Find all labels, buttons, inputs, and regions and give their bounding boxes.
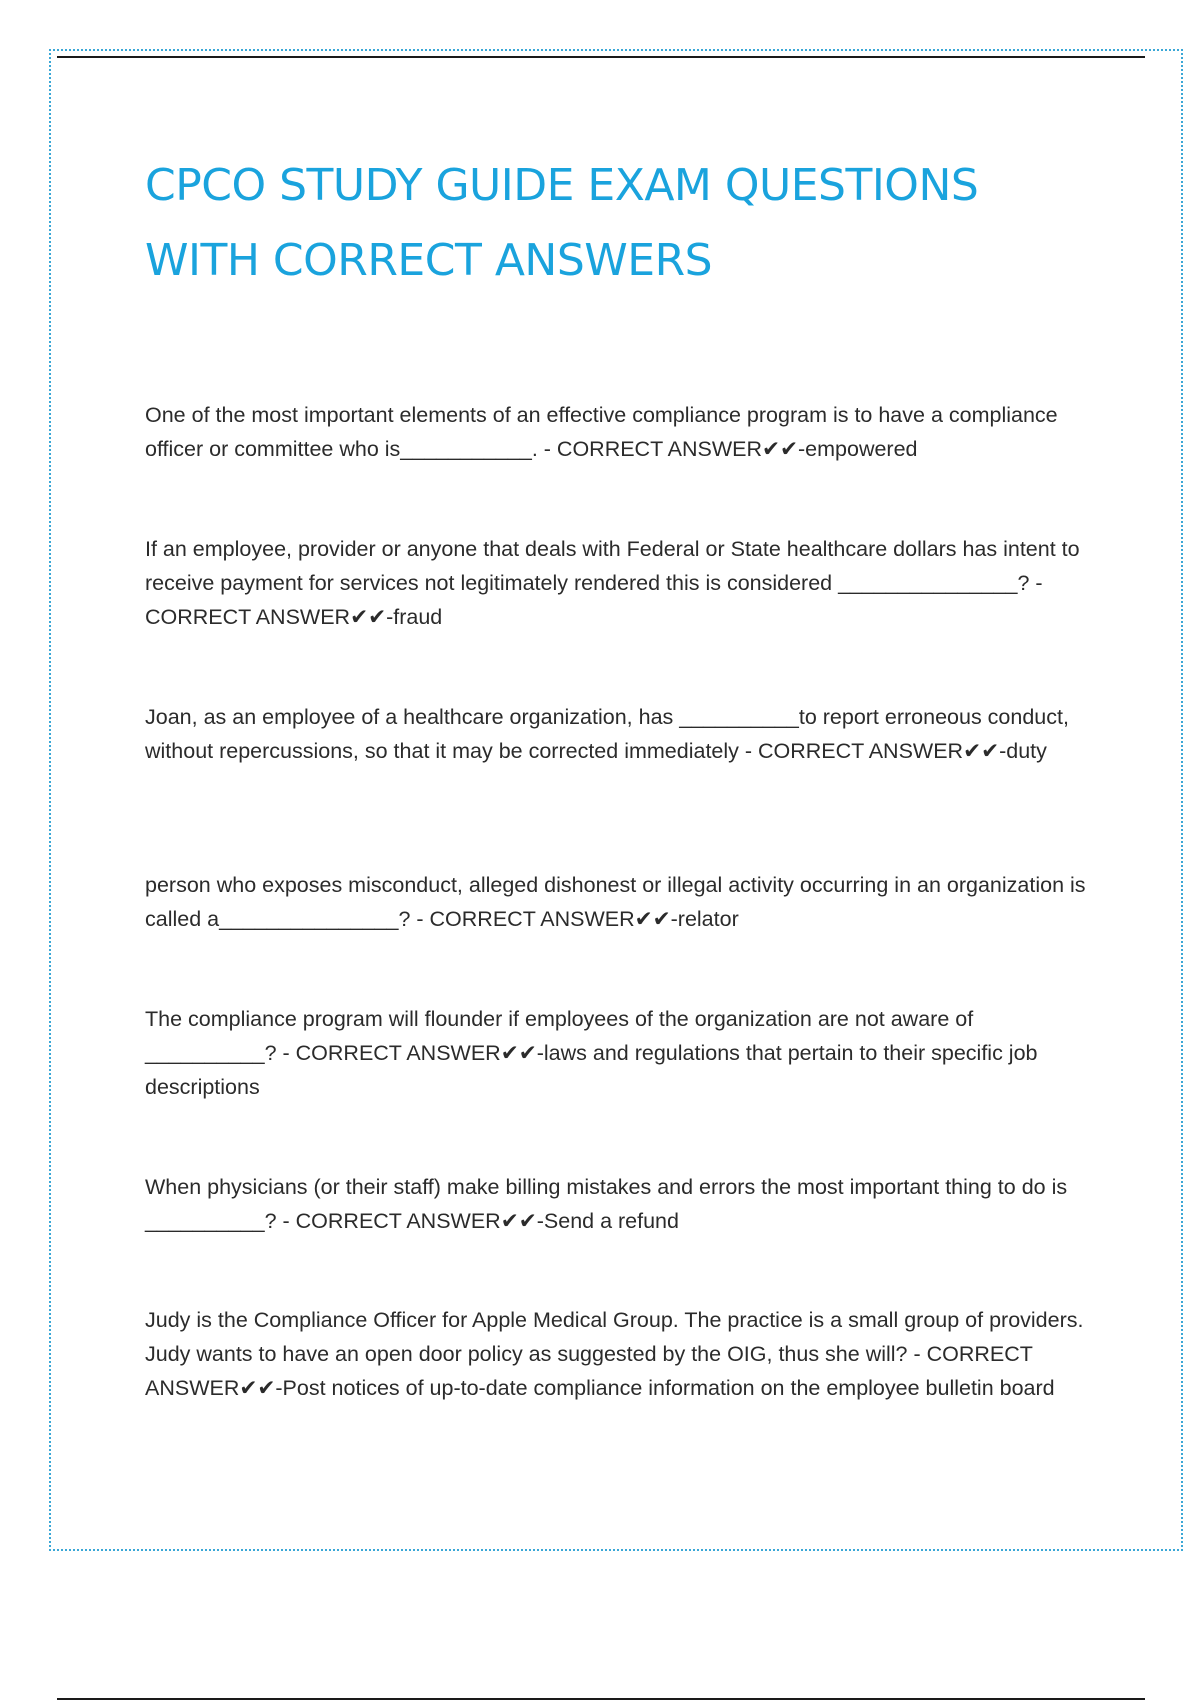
qa-item: person who exposes misconduct, alleged dishonest or illegal activity occurring in an organization is called a_______________? - CORRECT ANSWER✔✔-relator <box>145 873 1086 931</box>
qa-item: Judy is the Compliance Officer for Apple Medical Group. The practice is a small group of providers. Judy wants to have an open door policy as suggested by the OIG, thus she will? - CORRECT ANSWER✔✔-Post notices of up-to-date compliance information on the employee bulletin board <box>145 1308 1084 1400</box>
document-title-line-2: WITH CORRECT ANSWERS <box>145 235 713 286</box>
qa-item: One of the most important elements of an effective compliance program is to have a compliance officer or committee who is___________. - CORRECT ANSWER✔✔-empowered <box>145 403 1058 461</box>
document-title-line-1: CPCO STUDY GUIDE EXAM QUESTIONS <box>145 160 979 211</box>
document-title <box>145 148 1105 298</box>
qa-item: When physicians (or their staff) make billing mistakes and errors the most important thing to do is __________? - CORRECT ANSWER✔✔-Send a refund <box>145 1175 1068 1233</box>
qa-item: The compliance program will flounder if employees of the organization are not aware of __________? - CORRECT ANSWER✔✔-laws and regulations that pertain to their specific job descriptions <box>145 1007 1038 1099</box>
qa-item: If an employee, provider or anyone that deals with Federal or State healthcare dollars has intent to receive payment for services not legitimately rendered this is considered _______________? - CORRECT ANSWER✔✔-fraud <box>145 537 1080 629</box>
qa-item: Joan, as an employee of a healthcare organization, has __________to report erroneous conduct, without repercussions, so that it may be corrected immediately - CORRECT ANSWER✔✔-duty <box>145 705 1069 763</box>
